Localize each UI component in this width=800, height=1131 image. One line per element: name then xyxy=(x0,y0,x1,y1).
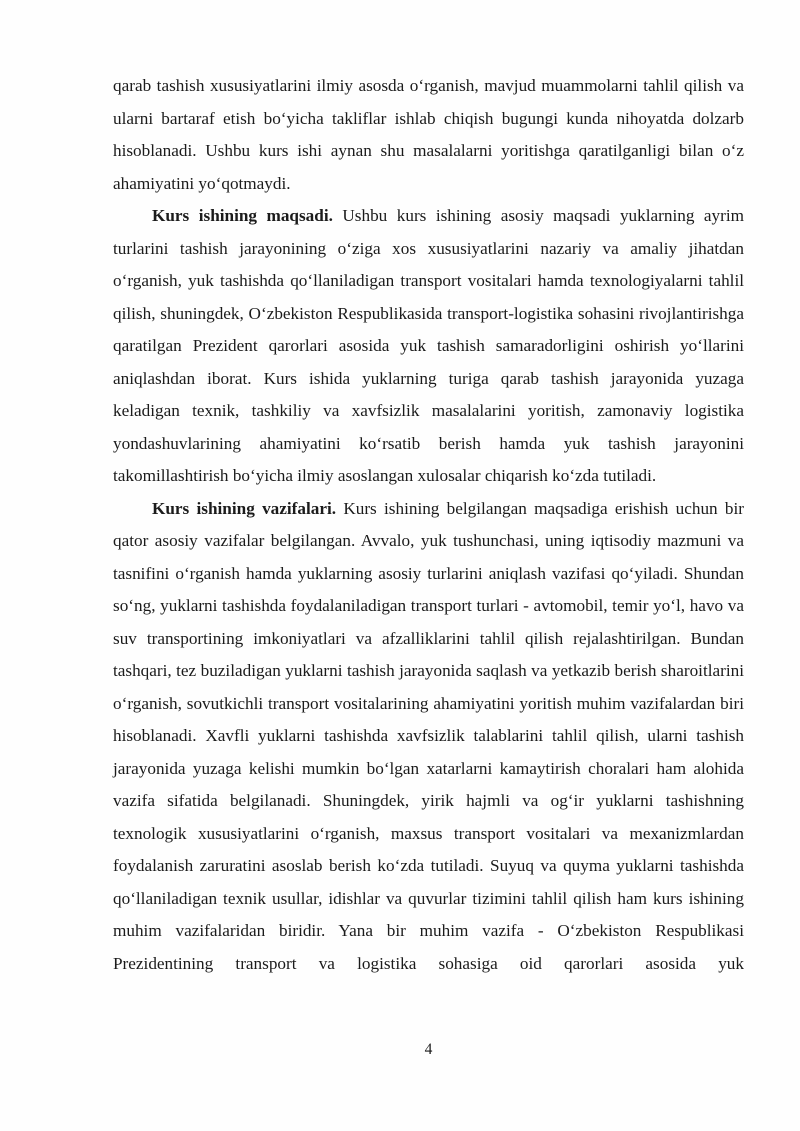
paragraph: Kurs ishining vazifalari. Kurs ishining belgilangan maqsadiga erishish uchun bir qator asosiy vazifalar belgilangan. Avvalo, yuk tushunchasi, uning iqtisodiy mazmuni va tasnifini oʻrganish hamda yuklarning asosiy turlarini aniqlash vazifasi qoʻyiladi. Shundan soʻng, yuklarni tashishda foydalaniladigan transport turlari - avtomobil, temir yoʻl, havo va suv transportining imkoniyatlari va afzalliklarini tahlil qilish rejalashtirilgan. Bundan tashqari, tez buziladigan yuklarni tashish jarayonida saqlash va yetkazib berish sharoitlarini oʻrganish, sovutkichli transport vositalarining ahamiyatini yoritish muhim vazifalardan biri hisoblanadi. Xavfli yuklarni tashishda xavfsizlik talablarini tahlil qilish, ularni tashish jarayonida yuzaga kelishi mumkin boʻlgan xatarlarni kamaytirish choralari ham alohida vazifa sifatida belgilanadi. Shuningdek, yirik hajmli va ogʻir yuklarni tashishning texnologik xususiyatlarini oʻrganish, maxsus transport vositalari va mexanizmlardan foydalanish zaruratini asoslab berish koʻzda tutiladi. Suyuq va quyma yuklarni tashishda qoʻllaniladigan texnik usullar, idishlar va quvurlar tizimini tahlil qilish ham kurs ishining muhim vazifalaridan biridir. Yana bir muhim vazifa - Oʻzbekiston Respublikasi Prezidentining transport va logistika sohasiga oid qarorlari asosida yuk xyxy=(113,498,744,973)
document-body xyxy=(113,70,744,980)
paragraph-lead: Kurs ishining maqsadi. xyxy=(152,206,343,225)
paragraph: qarab tashish xususiyatlarini ilmiy asosda oʻrganish, mavjud muammolarni tahlil qilish va ularni bartaraf etish boʻyicha takliflar ishlab chiqish bugungi kunda nihoyatda dolzarb hisoblanadi. Ushbu kurs ishi aynan shu masalalarni yoritishga qaratilganligi bilan oʻz ahamiyatini yoʻqotmaydi. xyxy=(113,76,744,193)
paragraph-lead: Kurs ishining vazifalari. xyxy=(152,498,344,518)
paragraph: Kurs ishining maqsadi. Ushbu kurs ishining asosiy maqsadi yuklarning ayrim turlarini tashish jarayonining oʻziga xos xususiyatlarini nazariy va amaliy jihatdan oʻrganish, yuk tashishda qoʻllaniladigan transport vositalari hamda texnologiyalarni tahlil qilish, shuningdek, Oʻzbekiston Respublikasida transport-logistika sohasini rivojlantirishga qaratilgan Prezident qarorlari asosida yuk tashish samaradorligini oshirish yoʻllarini aniqlashdan iborat. Kurs ishida yuklarning turiga qarab tashish jarayonida yuzaga keladigan texnik, tashkiliy va xavfsizlik masalalarini yoritish, zamonaviy logistika yondashuvlarining ahamiyatini koʻrsatib berish hamda yuk tashish jarayonini takomillashtirish boʻyicha ilmiy asoslangan xulosalar chiqarish koʻzda tutiladi. xyxy=(113,206,744,485)
page-number: 4 xyxy=(424,1041,433,1058)
